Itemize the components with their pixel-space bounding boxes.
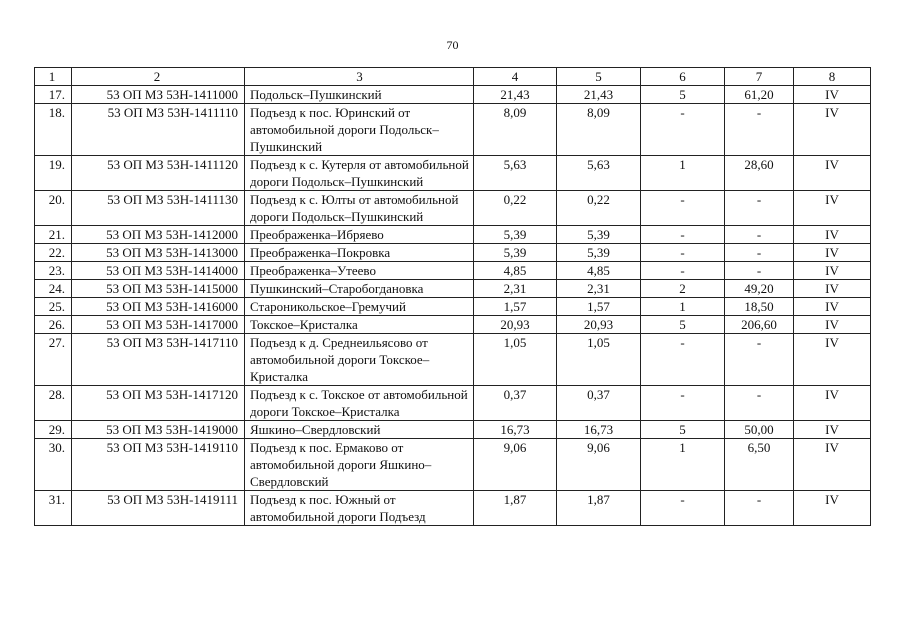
- table-row: [35, 280, 871, 298]
- value-cell: 0,22: [474, 191, 557, 226]
- road-name-cell: Подъезд к с. Токское от автомобильной дороги Токское–Кристалка: [245, 386, 474, 421]
- row-number-cell: 18.: [35, 104, 72, 156]
- row-number-cell: 29.: [35, 421, 72, 439]
- category-cell: IV: [794, 226, 871, 244]
- road-code-cell: 53 ОП МЗ 53Н-1411120: [72, 156, 245, 191]
- value-cell: 5,39: [557, 244, 641, 262]
- table-row: [35, 86, 871, 104]
- table-row: [35, 421, 871, 439]
- header-cell: 8: [794, 68, 871, 86]
- value-cell: 1: [641, 439, 725, 491]
- road-name-cell: Подольск–Пушкинский: [245, 86, 474, 104]
- value-cell: 21,43: [557, 86, 641, 104]
- road-name-cell: Преображенка–Ибряево: [245, 226, 474, 244]
- value-cell: 1,57: [474, 298, 557, 316]
- header-cell: 7: [725, 68, 794, 86]
- road-code-cell: 53 ОП МЗ 53Н-1412000: [72, 226, 245, 244]
- value-cell: 6,50: [725, 439, 794, 491]
- road-name-cell: Староникольское–Гремучий: [245, 298, 474, 316]
- value-cell: 5,39: [557, 226, 641, 244]
- value-cell: -: [641, 386, 725, 421]
- table-row: [35, 104, 871, 156]
- value-cell: 20,93: [474, 316, 557, 334]
- table-row: [35, 386, 871, 421]
- value-cell: 8,09: [557, 104, 641, 156]
- category-cell: IV: [794, 262, 871, 280]
- row-number-cell: 26.: [35, 316, 72, 334]
- category-cell: IV: [794, 86, 871, 104]
- road-name-cell: Подъезд к пос. Ермаково от автомобильной дороги Яшкино–Свердловский: [245, 439, 474, 491]
- value-cell: 206,60: [725, 316, 794, 334]
- value-cell: -: [641, 191, 725, 226]
- header-cell: 4: [474, 68, 557, 86]
- category-cell: IV: [794, 280, 871, 298]
- value-cell: -: [725, 491, 794, 526]
- road-name-cell: Преображенка–Утеево: [245, 262, 474, 280]
- road-code-cell: 53 ОП МЗ 53Н-1415000: [72, 280, 245, 298]
- road-code-cell: 53 ОП МЗ 53Н-1419110: [72, 439, 245, 491]
- road-code-cell: 53 ОП МЗ 53Н-1419111: [72, 491, 245, 526]
- category-cell: IV: [794, 298, 871, 316]
- value-cell: 4,85: [557, 262, 641, 280]
- table-row: [35, 156, 871, 191]
- roads-table: [34, 67, 871, 526]
- value-cell: 2,31: [557, 280, 641, 298]
- header-cell: 5: [557, 68, 641, 86]
- road-name-cell: Преображенка–Покровка: [245, 244, 474, 262]
- road-name-cell: Подъезд к с. Кутерля от автомобильной дороги Подольск–Пушкинский: [245, 156, 474, 191]
- row-number-cell: 28.: [35, 386, 72, 421]
- table-row: [35, 298, 871, 316]
- value-cell: 0,22: [557, 191, 641, 226]
- value-cell: -: [641, 491, 725, 526]
- value-cell: 20,93: [557, 316, 641, 334]
- value-cell: 1,05: [474, 334, 557, 386]
- category-cell: IV: [794, 191, 871, 226]
- category-cell: IV: [794, 439, 871, 491]
- table-row: [35, 244, 871, 262]
- value-cell: 61,20: [725, 86, 794, 104]
- value-cell: 5,63: [557, 156, 641, 191]
- category-cell: IV: [794, 244, 871, 262]
- value-cell: 8,09: [474, 104, 557, 156]
- row-number-cell: 19.: [35, 156, 72, 191]
- value-cell: 4,85: [474, 262, 557, 280]
- category-cell: IV: [794, 316, 871, 334]
- value-cell: 1,57: [557, 298, 641, 316]
- value-cell: 2: [641, 280, 725, 298]
- road-name-cell: Пушкинский–Старобогдановка: [245, 280, 474, 298]
- header-cell: 1: [35, 68, 72, 86]
- value-cell: 2,31: [474, 280, 557, 298]
- value-cell: 5: [641, 86, 725, 104]
- road-name-cell: Токское–Кристалка: [245, 316, 474, 334]
- value-cell: 9,06: [557, 439, 641, 491]
- road-code-cell: 53 ОП МЗ 53Н-1416000: [72, 298, 245, 316]
- value-cell: 28,60: [725, 156, 794, 191]
- value-cell: 49,20: [725, 280, 794, 298]
- value-cell: 1,87: [474, 491, 557, 526]
- category-cell: IV: [794, 156, 871, 191]
- road-code-cell: 53 ОП МЗ 53Н-1417110: [72, 334, 245, 386]
- road-code-cell: 53 ОП МЗ 53Н-1411110: [72, 104, 245, 156]
- row-number-cell: 24.: [35, 280, 72, 298]
- value-cell: 16,73: [474, 421, 557, 439]
- row-number-cell: 30.: [35, 439, 72, 491]
- value-cell: -: [725, 262, 794, 280]
- row-number-cell: 17.: [35, 86, 72, 104]
- row-number-cell: 31.: [35, 491, 72, 526]
- value-cell: -: [725, 104, 794, 156]
- value-cell: 5: [641, 316, 725, 334]
- row-number-cell: 22.: [35, 244, 72, 262]
- category-cell: IV: [794, 104, 871, 156]
- value-cell: -: [725, 334, 794, 386]
- road-code-cell: 53 ОП МЗ 53Н-1419000: [72, 421, 245, 439]
- table-row: [35, 439, 871, 491]
- table-body: [35, 68, 871, 526]
- header-row: [35, 68, 871, 86]
- road-name-cell: Подъезд к с. Юлты от автомобильной дороги Подольск–Пушкинский: [245, 191, 474, 226]
- value-cell: -: [641, 244, 725, 262]
- road-name-cell: Подъезд к д. Среднеильясово от автомобильной дороги Токское–Кристалка: [245, 334, 474, 386]
- value-cell: 1: [641, 298, 725, 316]
- row-number-cell: 27.: [35, 334, 72, 386]
- value-cell: 50,00: [725, 421, 794, 439]
- table-row: [35, 262, 871, 280]
- road-code-cell: 53 ОП МЗ 53Н-1417000: [72, 316, 245, 334]
- value-cell: -: [641, 262, 725, 280]
- value-cell: 5,39: [474, 226, 557, 244]
- road-code-cell: 53 ОП МЗ 53Н-1417120: [72, 386, 245, 421]
- row-number-cell: 25.: [35, 298, 72, 316]
- category-cell: IV: [794, 334, 871, 386]
- table-row: [35, 316, 871, 334]
- row-number-cell: 20.: [35, 191, 72, 226]
- road-name-cell: Подъезд к пос. Юринский от автомобильной дороги Подольск–Пушкинский: [245, 104, 474, 156]
- value-cell: 16,73: [557, 421, 641, 439]
- value-cell: 21,43: [474, 86, 557, 104]
- header-cell: 3: [245, 68, 474, 86]
- value-cell: 0,37: [557, 386, 641, 421]
- table-row: [35, 226, 871, 244]
- value-cell: 1,87: [557, 491, 641, 526]
- value-cell: 0,37: [474, 386, 557, 421]
- road-code-cell: 53 ОП МЗ 53Н-1414000: [72, 262, 245, 280]
- category-cell: IV: [794, 386, 871, 421]
- road-name-cell: Яшкино–Свердловский: [245, 421, 474, 439]
- value-cell: 1: [641, 156, 725, 191]
- category-cell: IV: [794, 491, 871, 526]
- value-cell: 5: [641, 421, 725, 439]
- road-code-cell: 53 ОП МЗ 53Н-1411000: [72, 86, 245, 104]
- road-name-cell: Подъезд к пос. Южный от автомобильной дороги Подъезд: [245, 491, 474, 526]
- header-cell: 2: [72, 68, 245, 86]
- value-cell: 5,39: [474, 244, 557, 262]
- row-number-cell: 23.: [35, 262, 72, 280]
- value-cell: -: [641, 226, 725, 244]
- value-cell: 18,50: [725, 298, 794, 316]
- page-number: 70: [446, 38, 459, 52]
- category-cell: IV: [794, 421, 871, 439]
- header-cell: 6: [641, 68, 725, 86]
- value-cell: -: [641, 334, 725, 386]
- road-code-cell: 53 ОП МЗ 53Н-1413000: [72, 244, 245, 262]
- value-cell: -: [725, 191, 794, 226]
- table-row: [35, 491, 871, 526]
- value-cell: 1,05: [557, 334, 641, 386]
- value-cell: -: [725, 226, 794, 244]
- value-cell: -: [641, 104, 725, 156]
- value-cell: -: [725, 244, 794, 262]
- row-number-cell: 21.: [35, 226, 72, 244]
- table-row: [35, 191, 871, 226]
- value-cell: 9,06: [474, 439, 557, 491]
- value-cell: -: [725, 386, 794, 421]
- value-cell: 5,63: [474, 156, 557, 191]
- road-code-cell: 53 ОП МЗ 53Н-1411130: [72, 191, 245, 226]
- table-row: [35, 334, 871, 386]
